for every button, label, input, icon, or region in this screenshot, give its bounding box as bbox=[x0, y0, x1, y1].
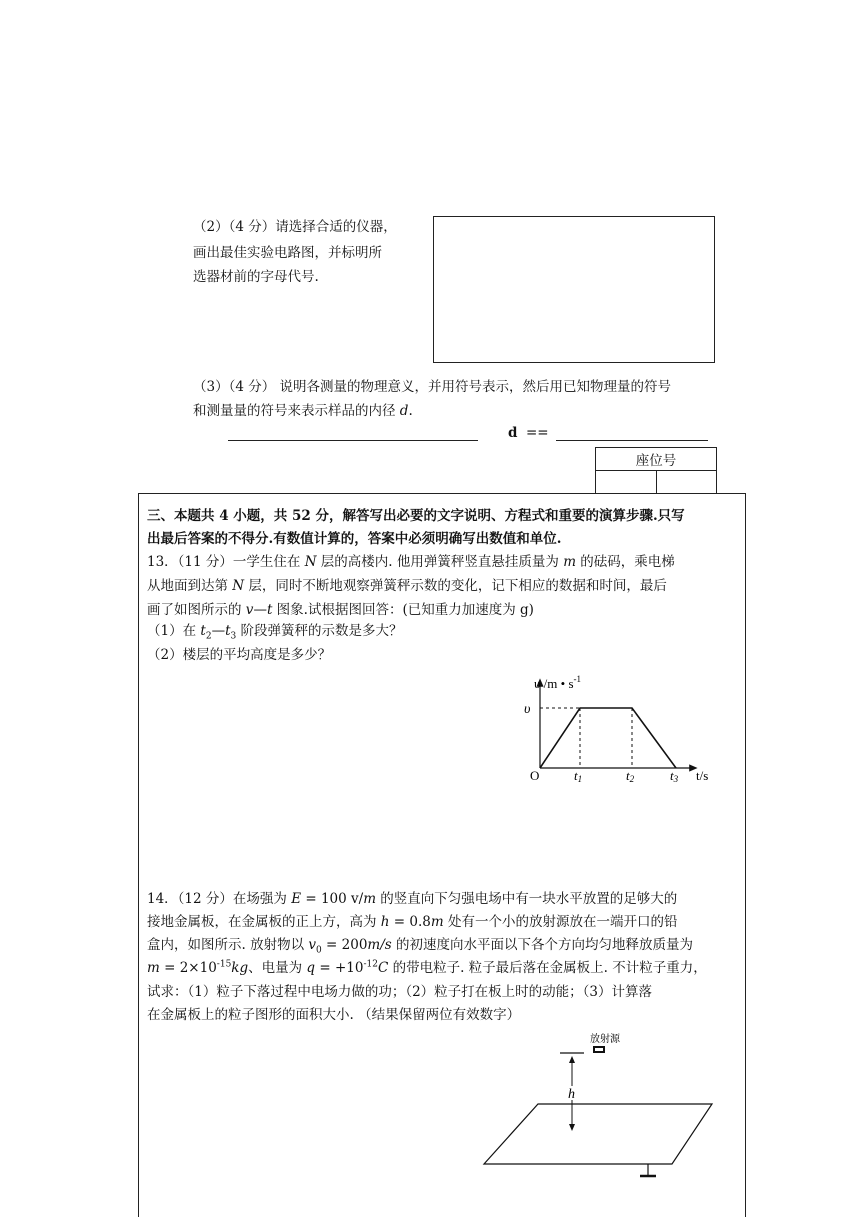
t3-tick-label: t3 bbox=[670, 768, 679, 784]
q13-line-3: 画了如图所示的 v—t 图象.试根据图回答：(已知重力加速度为 g) bbox=[147, 602, 534, 618]
velocity-curve bbox=[540, 708, 676, 768]
q14-line-1: 14．（12 分）在场强为 E = 100 v/m 的竖直向下匀强电场中有一块水平放置的足够大的 bbox=[147, 891, 678, 907]
formula-lhs: d bbox=[508, 425, 518, 441]
seat-number-label: 座位号 bbox=[596, 448, 717, 471]
origin-label: O bbox=[530, 768, 540, 783]
answer-blank-2[interactable] bbox=[556, 440, 708, 441]
q3-line-2: 和测量量的符号来表示样品的内径 d. bbox=[193, 403, 413, 419]
t2-tick-label: t2 bbox=[626, 768, 635, 784]
seat-number-cell-2[interactable] bbox=[657, 471, 717, 494]
height-label: h bbox=[568, 1087, 575, 1102]
q14-line-4: $m = 2\times 10^{-15}kg$、电量为 $q = +10^{-12}C$ 的带电粒子. 粒子最后落在金属板上. 不计粒子重力， bbox=[147, 959, 707, 976]
section-three-header-2: 出最后答案的不得分.有数值计算的，答案中必须明确写出数值和单位. bbox=[147, 531, 562, 547]
velocity-time-graph bbox=[520, 668, 730, 788]
radiation-source-figure bbox=[480, 1028, 720, 1183]
ground-symbol-icon bbox=[640, 1164, 656, 1176]
q14-line-2: 接地金属板，在金属板的正上方，高为 h = 0.8m 处有一个小的放射源放在一端开口的铅 bbox=[147, 914, 678, 930]
q14-line-5: 试求：（1）粒子下落过程中电场力做的功；（2）粒子打在板上时的动能；（3）计算落 bbox=[147, 984, 653, 1000]
y-axis-label: υ /m • $s^{-1}$ bbox=[534, 674, 582, 691]
q14-line-3: 盒内，如图所示. 放射物以 $v_0 = 200m/s$ 的初速度向水平面以下各个方向均匀地释放质量为 bbox=[147, 937, 693, 956]
section-three-header-1: 三、本题共 4 小题，共 52 分，解答写出必要的文字说明、方程式和重要的演算步骤.只写 bbox=[147, 508, 685, 524]
q13-subquestion-2: （2）楼层的平均高度是多少？ bbox=[147, 647, 332, 663]
t1-tick-label: t1 bbox=[574, 768, 583, 784]
v-tick-label: υ bbox=[524, 702, 531, 717]
q13-line-2: 从地面到达第 N 层，同时不断地观察弹簧秤示数的变化，记下相应的数据和时间，最后 bbox=[147, 578, 667, 594]
lead-box-icon bbox=[593, 1046, 605, 1053]
metal-plate bbox=[484, 1104, 712, 1164]
answer-blank-1[interactable] bbox=[228, 440, 478, 441]
instruction-line-3: 选器材前的字母代号. bbox=[193, 269, 319, 285]
x-axis-label: t/s bbox=[696, 768, 709, 783]
seat-number-cell-1[interactable] bbox=[596, 471, 657, 494]
seat-number-table bbox=[595, 447, 717, 494]
q13-subquestion-1: （1）在 $t_2—t_3$ 阶段弹簧秤的示数是多大？ bbox=[147, 623, 403, 642]
formula-equals: == bbox=[526, 425, 549, 441]
source-label: 放射源 bbox=[590, 1034, 620, 1045]
circuit-answer-box[interactable] bbox=[433, 216, 715, 363]
q13-line-1: 13．（11 分）一学生住在 N 层的高楼内. 他用弹簧秤竖直悬挂质量为 m 的砝码，乘电梯 bbox=[147, 554, 675, 570]
q14-line-6: 在金属板上的粒子图形的面积大小. （结果保留两位有效数字） bbox=[147, 1007, 521, 1023]
instruction-line-2: 画出最佳实验电路图，并标明所 bbox=[193, 245, 382, 261]
instruction-line-1: （2）（4 分）请选择合适的仪器， bbox=[193, 219, 397, 235]
q3-line-1: （3）（4 分） 说明各测量的物理意义，并用符号表示，然后用已知物理量的符号 bbox=[193, 379, 672, 395]
